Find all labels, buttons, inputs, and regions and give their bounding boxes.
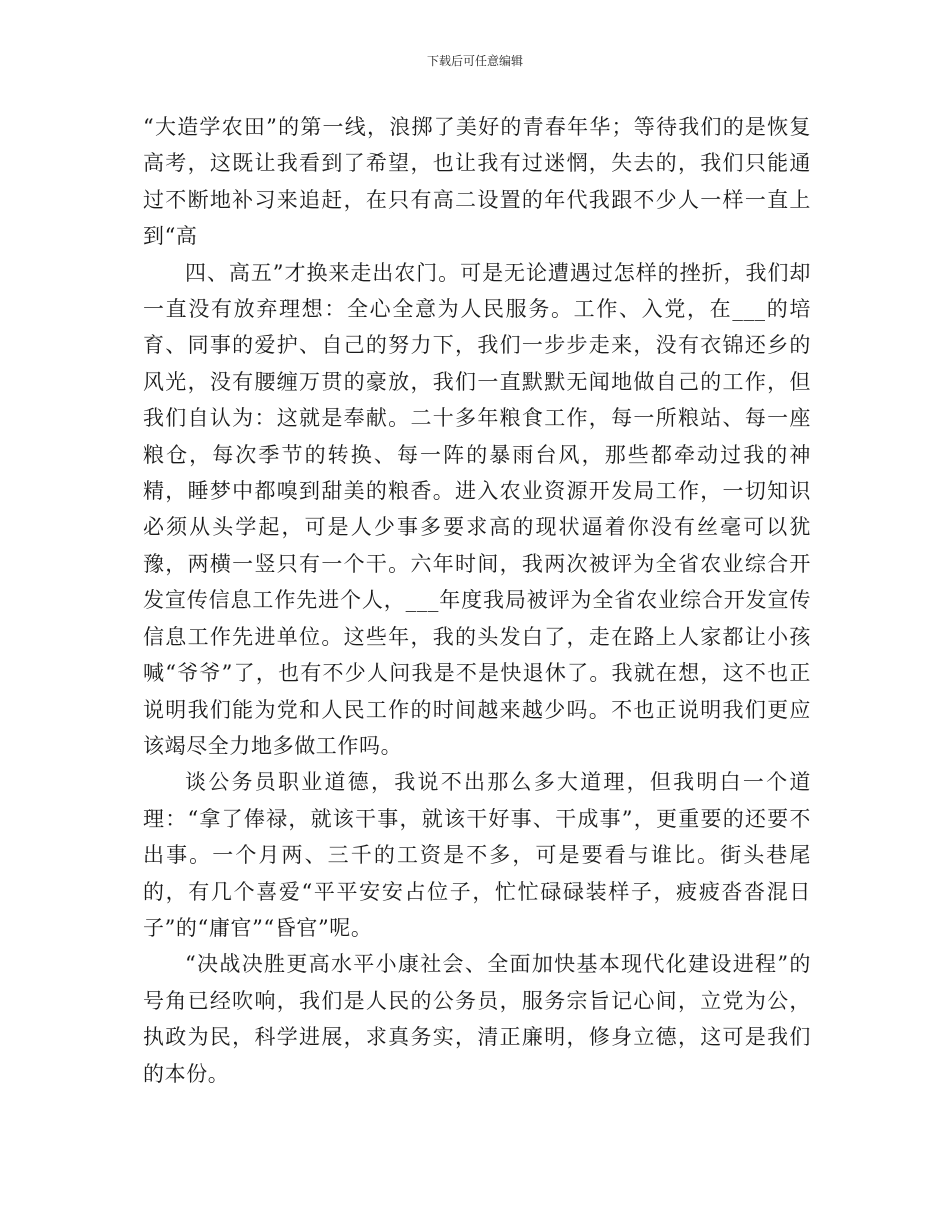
paragraph-1: “大造学农田”的第一线，浪掷了美好的青春年华；等待我们的是恢复高考，这既让我看到了希望，也让我有过迷惘，失去的，我们只能通过不断地补习来追赶，在只有高二设置的年代我跟不少人一样一直上到“高 <box>143 115 811 249</box>
paragraph-2: 四、高五”才换来走出农门。可是无论遭遇过怎样的挫折，我们却一直没有放弃理想：全心全意为人民服务。工作、入党，在___的培育、同事的爱护、自己的努力下，我们一步步走来，没有衣锦还乡的风光，没有腰缠万贯的豪放，我们一直默默无闻地做自己的工作，但我们自认为：这就是奉献。二十多年粮食工作，每一所粮站、每一座粮仓，每次季节的转换、每一阵的暴雨台风，那些都牵动过我的神精，睡梦中都嗅到甜美的粮香。进入农业资源开发局工作，一切知识必须从头学起，可是人少事多要求高的现状逼着你没有丝毫可以犹豫，两横一竖只有一个干。六年时间，我两次被评为全省农业综合开发宣传信息工作先进个人，___年度我局被评为全省农业综合开发宣传信息工作先进单位。这些年，我的头发白了，走在路上人家都让小孩喊“爷爷”了，也有不少人问我是不是快退休了。我就在想，这不也正说明我们能为党和人民工作的时间越来越少吗。不也正说明我们更应该竭尽全力地多做工作吗。 <box>143 260 811 758</box>
document-body <box>143 109 811 1092</box>
page-header: 下载后可任意编辑 <box>426 54 523 68</box>
paragraph-4: “决战决胜更高水平小康社会、全面加快基本现代化建设进程”的号角已经吹响，我们是人民的公务员，服务宗旨记心间，立党为公，执政为民，科学进展，求真务实，清正廉明，修身立德，这可是我们的本份。 <box>143 952 811 1086</box>
paragraph-3: 谈公务员职业道德，我说不出那么多大道理，但我明白一个道理：“拿了俸禄，就该干事，就该干好事、干成事”，更重要的还要不出事。一个月两、三千的工资是不多，可是要看与谁比。街头巷尾的，有几个喜爱“平平安安占位子，忙忙碌碌装样子，疲疲沓沓混日子”的“庸官”“昏官”呢。 <box>143 770 811 940</box>
